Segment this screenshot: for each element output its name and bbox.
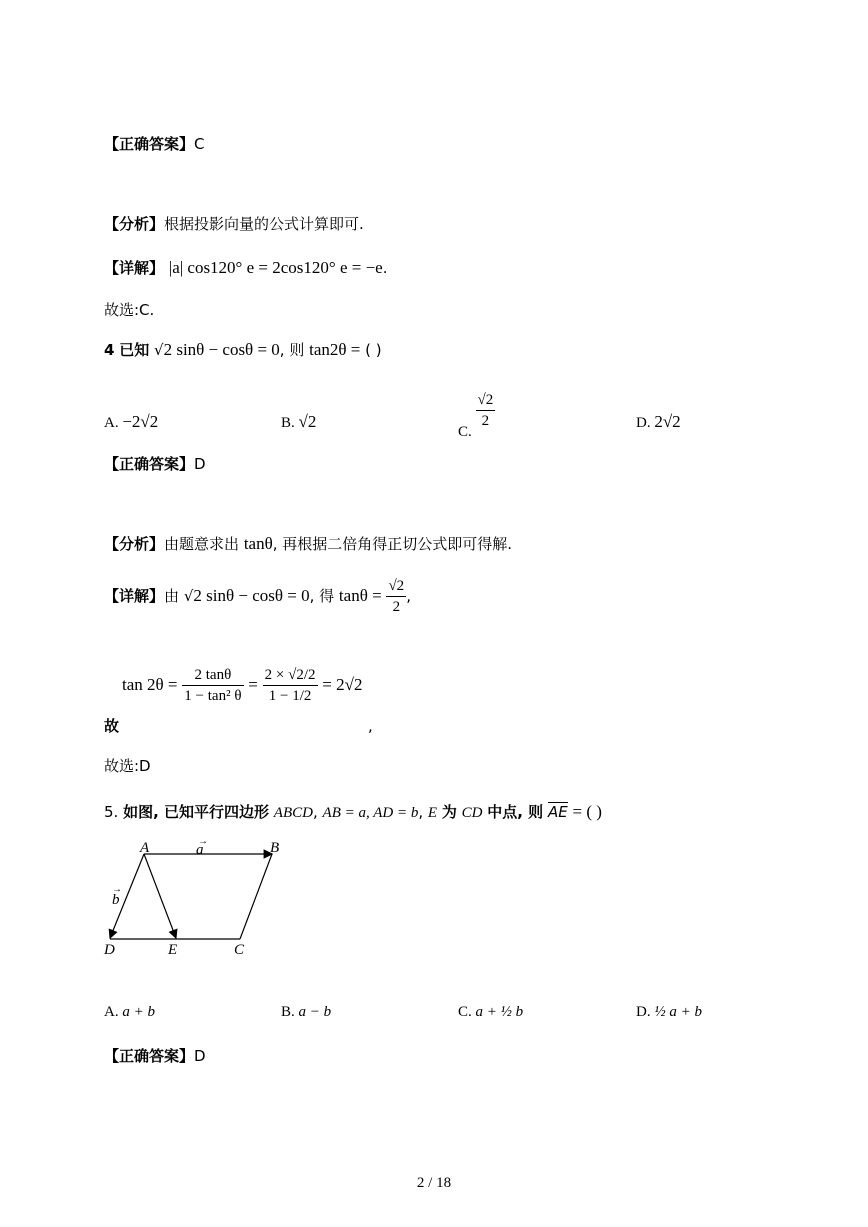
vector-ae-line	[144, 854, 176, 938]
detail-label: 【详解】	[104, 587, 165, 605]
question-text-4: 中点, 则	[487, 803, 544, 821]
question-text-1: 如图, 已知平行四边形	[123, 803, 270, 821]
option-c-q5[interactable]	[458, 1004, 523, 1021]
label-b: B	[270, 840, 280, 856]
gu-text: 故	[104, 717, 120, 735]
option-label: D.	[636, 415, 651, 431]
detail-mid: , 得	[309, 587, 335, 605]
answer-line-5	[104, 1046, 206, 1066]
gu-comma: ,	[368, 717, 373, 735]
option-label: B.	[281, 1004, 295, 1020]
answer-line-4	[104, 454, 206, 474]
equation-fraction-1	[182, 665, 243, 706]
analysis-line-4	[104, 534, 512, 554]
choose-text: 故选:D	[104, 757, 151, 775]
question-condition: AB = a, AD = b	[322, 805, 419, 821]
fraction-numerator: 2 tanθ	[182, 665, 243, 686]
choose-line-3	[104, 300, 154, 320]
question-cd: CD	[461, 805, 483, 821]
option-label: A.	[104, 1004, 119, 1020]
detail-line-3	[104, 258, 388, 278]
option-value: a − b	[298, 1004, 332, 1020]
question-abcd: ABCD	[273, 805, 313, 821]
option-b-q5[interactable]	[281, 1004, 331, 1021]
option-a-q5[interactable]	[104, 1004, 155, 1021]
option-fraction	[476, 390, 496, 431]
arrow-mark-b: →	[112, 884, 122, 895]
fraction-denominator: 2	[392, 599, 401, 615]
answer-value: C	[194, 135, 205, 153]
option-label: A.	[104, 415, 119, 431]
label-vector-b: b	[112, 892, 120, 908]
question-e: E	[427, 805, 438, 821]
detail-result: tanθ =	[338, 586, 382, 605]
label-c: C	[234, 942, 245, 958]
fraction-numerator: √2	[386, 576, 406, 597]
choose-text: 故选:C.	[104, 301, 155, 319]
question-mid: , 则	[279, 341, 305, 359]
label-e: E	[168, 942, 178, 958]
option-c[interactable]	[458, 390, 495, 441]
question-number: 5.	[104, 803, 119, 821]
answer-line-3	[104, 134, 205, 154]
fraction-numerator: 2 × √2/2	[263, 665, 318, 686]
fraction-denominator: 1 − 1/2	[268, 688, 312, 704]
question-ae: AE	[547, 803, 568, 821]
question-paren: ( )	[365, 341, 382, 359]
answer-label: 【正确答案】	[104, 455, 195, 473]
fraction-denominator: 1 − tan² θ	[184, 688, 242, 704]
detail-equation-4	[122, 645, 362, 725]
analysis-label: 【分析】	[104, 535, 165, 553]
option-b[interactable]	[281, 412, 316, 432]
equation-fraction-2	[263, 665, 318, 706]
gu-line	[104, 716, 373, 736]
detail-expression: |a| cos120° e = 2cos120° e = −e	[168, 258, 383, 277]
detail-radical: √	[183, 587, 194, 605]
option-value: ½ a + b	[654, 1004, 702, 1020]
choose-line-4	[104, 756, 151, 776]
option-label: C.	[458, 423, 472, 440]
fraction-denominator: 2	[481, 413, 490, 429]
question-sep: ,	[312, 803, 318, 821]
option-label: C.	[458, 1004, 472, 1020]
equation-result: = 2√2	[322, 675, 363, 694]
question-ask: tan2θ =	[309, 340, 361, 359]
question-text-2: ,	[418, 803, 424, 821]
option-a[interactable]	[104, 412, 158, 432]
question-5	[104, 802, 602, 823]
analysis-text: 根据投影向量的公式计算即可.	[164, 215, 364, 233]
parallelogram-figure	[100, 838, 300, 963]
equals-sign: =	[248, 675, 258, 694]
analysis-label: 【分析】	[104, 215, 165, 233]
question-number: 4	[104, 341, 115, 359]
answer-label: 【正确答案】	[104, 1047, 195, 1065]
option-value: a + b	[122, 1004, 155, 1020]
option-value: a + ½ b	[475, 1004, 524, 1020]
detail-label: 【详解】	[104, 259, 165, 277]
question-ask: = ( )	[572, 802, 602, 821]
question-4	[104, 340, 382, 360]
page-number: 2 / 18	[416, 1175, 452, 1191]
answer-value: D	[194, 1047, 206, 1065]
answer-label: 【正确答案】	[104, 135, 195, 153]
detail-tail: ,	[406, 587, 411, 605]
question-condition: 2 sinθ − cosθ = 0	[163, 340, 280, 359]
detail-result-fraction	[386, 576, 406, 617]
question-prefix: 已知	[119, 341, 150, 359]
analysis-line-3	[104, 214, 364, 234]
detail-condition: 2 sinθ − cosθ = 0	[193, 586, 310, 605]
question-radical: √	[154, 341, 164, 359]
option-label: D.	[636, 1004, 651, 1020]
fraction-numerator: √2	[476, 390, 496, 411]
detail-line-4	[104, 576, 411, 617]
analysis-expression: tanθ	[243, 534, 273, 553]
label-d: D	[104, 942, 115, 958]
label-vector-a: a	[196, 842, 204, 858]
option-value: 2√2	[654, 412, 681, 431]
detail-pre: 由	[164, 587, 180, 605]
detail-tail: .	[382, 259, 388, 277]
equation-lhs: tan 2θ =	[122, 675, 178, 694]
arrow-mark-a: →	[198, 838, 208, 847]
option-value: −2√2	[122, 412, 159, 431]
question-text-3: 为	[441, 803, 457, 821]
analysis-post: , 再根据二倍角得正切公式即可得解.	[272, 535, 513, 553]
option-d-q5[interactable]	[636, 1004, 702, 1021]
label-a: A	[140, 840, 150, 856]
option-label: B.	[281, 415, 295, 431]
segment-cb	[240, 854, 272, 939]
answer-value: D	[194, 455, 206, 473]
option-d[interactable]	[636, 412, 681, 432]
analysis-pre: 由题意求出	[164, 535, 240, 553]
option-value: √2	[298, 412, 317, 431]
